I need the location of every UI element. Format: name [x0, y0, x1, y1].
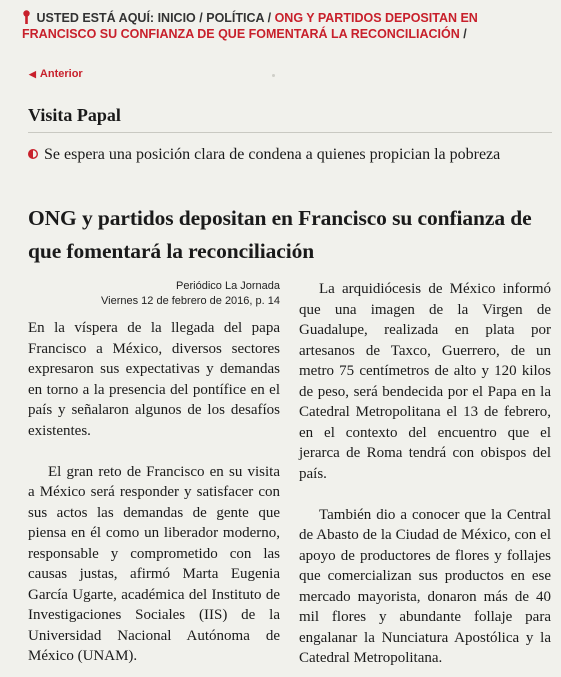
breadcrumb-separator: / [267, 11, 272, 25]
article-column-left [28, 318, 280, 667]
article-paragraph: La arquidiócesis de México informó que una imagen de la Virgen de Guadalupe, realizada en plata por artesanos de Taxco, Guerrero, de un metro 75 centímetros de alto y 120 kilos de peso, será bendecida por el Papa en la Catedral Metropolitana el 13 de febrero, en el contexto del encuentro que el jerarca de Roma tendrá con obispos del país. [299, 281, 551, 482]
previous-label: Anterior [39, 68, 83, 80]
article-column-right [299, 279, 551, 669]
triangle-left-icon: ◀ [29, 69, 36, 79]
breadcrumb-section-link[interactable]: POLÍTICA [206, 11, 265, 25]
breadcrumb-current-page: ONG Y PARTIDOS DEPOSITAN EN FRANCISCO SU CONFIANZA DE QUE FOMENTARÁ LA RECONCILIACIÓN [22, 11, 478, 41]
previous-article-link[interactable] [29, 68, 83, 80]
breadcrumb-separator: / [463, 27, 467, 41]
decorative-dot [272, 74, 275, 77]
section-header [28, 100, 552, 133]
breadcrumb [22, 10, 547, 42]
article-dateline: Viernes 12 de febrero de 2016, p. 14 [101, 295, 280, 307]
article-paragraph: En la víspera de la llegada del papa Francisco a México, diversos sectores expresaron sus expectativas y demandas en torno a la presencia del pontífice en el país y señalaron algunos de los desafíos existentes. [28, 320, 280, 439]
article-paragraph: También dio a conocer que la Central de Abasto de la Ciudad de México, con el apoyo de productores de flores y follajes que comercializan sus productos en ese mercado mayorista, donaron más de 40 mil flores y abundante follaje para engalanar la Nunciatura Apostólica y la Catedral Metropolitana. [299, 506, 551, 666]
subhead-text: Se espera una posición clara de condena a quienes propician la pobreza [44, 146, 501, 163]
article-paragraph: El gran reto de Francisco en su visita a México será responder y satisfacer con sus actos las demandas de gente que piensa en él como un liberador moderno, responsable y comprometido con las causas justas, afirmó Marta Eugenia García Ugarte, académica del Instituto de Investigaciones Sociales (IIS) de la Universidad Nacional Autónoma de México (UNAM). [28, 463, 280, 664]
breadcrumb-prefix: USTED ESTÁ AQUÍ: [36, 11, 155, 25]
section-title: Visita Papal [28, 105, 121, 125]
half-circle-bullet-icon [28, 149, 38, 159]
article-headline: ONG y partidos depositan en Francisco su confianza de que fomentará la reconciliación [28, 206, 532, 263]
breadcrumb-separator: / [199, 11, 203, 25]
article-byline [28, 279, 280, 309]
article-subhead [28, 143, 528, 166]
article-source: Periódico La Jornada [176, 280, 280, 292]
breadcrumb-home-link[interactable]: INICIO [157, 11, 196, 25]
location-pin-icon [22, 10, 31, 24]
